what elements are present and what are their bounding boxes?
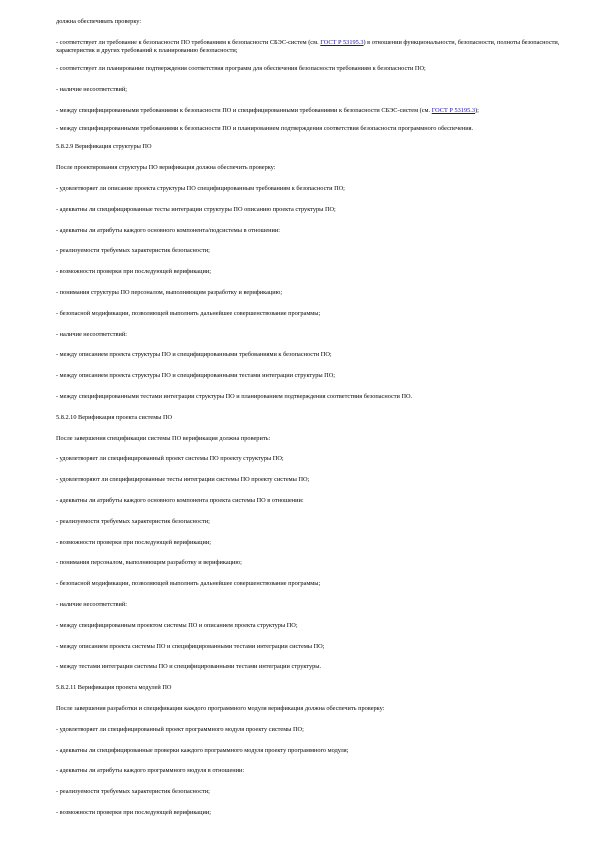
- list-item: - реализуемости требуемых характеристик безопасности;: [56, 517, 210, 525]
- list-item: - удовлетворяет ли специфицированный проект программного модуля проекту системы ПО;: [56, 725, 304, 733]
- list-item: - адекватны ли специфицированные тесты интеграции структуры ПО описанию проекта структуры ПО;: [56, 205, 336, 213]
- paragraph-text: ) в отношении функциональности, безопасности, полноты безопасности, характеристик и других требований к планированию безопасности;: [56, 38, 560, 55]
- paragraph: - соответствует ли планирование подтверждения соответствия программ для обеспечения безопасности требованиям к безопасности ПО;: [56, 65, 426, 73]
- list-item: - удовлетворяют ли специфицированные тесты интеграции системы ПО проекту системы ПО;: [56, 476, 310, 484]
- document-page: [56, 18, 578, 830]
- list-item: - возможности проверки при последующей верификации;: [56, 808, 211, 816]
- list-item: - между тестами интеграции системы ПО и специфицированными тестами интеграции структуры.: [56, 663, 322, 671]
- list-item: - возможности проверки при последующей верификации;: [56, 538, 211, 546]
- section-heading: 5.8.2.10 Верификация проекта системы ПО: [56, 413, 173, 421]
- list-item: - адекватны ли атрибуты каждого программного модуля в отношении:: [56, 767, 245, 775]
- gost-link[interactable]: ГОСТ Р 53195.3: [320, 38, 364, 46]
- paragraph: - между специфицированными требованиями к безопасности ПО и планированием подтверждения соответствия безопасности программного обеспечения.: [56, 125, 474, 133]
- section-heading: 5.8.2.9 Верификация структуры ПО: [56, 143, 152, 151]
- list-item: - адекватны ли специфицированные проверки каждого программного модуля проекту программного модуля;: [56, 746, 349, 754]
- paragraph: После проектирования структуры ПО верификация должна обеспечить проверку:: [56, 164, 276, 172]
- list-item: - между специфицированными тестами интеграции структуры ПО и планированием подтверждения соответствия безопасности ПО.: [56, 392, 413, 400]
- paragraph-text: - соответствует ли требование к безопасности ПО требованиям к безопасности СБЭС-систем (см.: [56, 38, 321, 46]
- list-item: - безопасной модификации, позволяющей выполнять дальнейшее совершенствование программы;: [56, 580, 321, 588]
- list-item: - наличие несоответствий:: [56, 330, 127, 338]
- paragraph-text: );: [474, 107, 479, 114]
- list-item: - возможности проверки при последующей верификации;: [56, 268, 211, 276]
- list-item: - реализуемости требуемых характеристик безопасности;: [56, 247, 210, 255]
- list-item: - адекватны ли атрибуты каждого основного компонента проекта системы ПО в отношении:: [56, 496, 304, 504]
- section-heading: 5.8.2.11 Верификация проекта модулей ПО: [56, 684, 172, 692]
- gost-link[interactable]: ГОСТ Р 53195.3: [431, 107, 475, 114]
- list-item: - между описанием проекта структуры ПО и специфицированными требованиями к безопасности ПО;: [56, 351, 332, 359]
- list-item: - понимания персоналом, выполняющим разработку и верификацию;: [56, 559, 242, 567]
- list-item: - понимания структуры ПО персоналом, выполняющим разработку и верификацию;: [56, 288, 283, 296]
- paragraph: должна обеспечивать проверку:: [56, 18, 142, 25]
- list-item: - между описанием проекта системы ПО и специфицированными тестами интеграции системы ПО;: [56, 642, 325, 650]
- list-item: - реализуемости требуемых характеристик безопасности;: [56, 788, 210, 796]
- paragraph: После завершения спецификации системы ПО верификация должна проверить:: [56, 434, 271, 442]
- list-item: - между описанием проекта структуры ПО и специфицированными тестами интеграции структуры ПО;: [56, 372, 336, 380]
- list-item: - удовлетворяет ли описание проекта структуры ПО специфицированным требованиям к безопасности ПО;: [56, 185, 345, 192]
- paragraph: После завершения разработки и спецификации каждого программного модуля верификация должна обеспечить проверку:: [56, 704, 385, 712]
- list-item: - между специфицированным проектом системы ПО и описанием проекта структуры ПО;: [56, 621, 298, 629]
- list-item: - адекватны ли атрибуты каждого основного компонента/подсистемы в отношении:: [56, 226, 280, 234]
- paragraph-text: - между специфицированными требованиями к безопасности ПО и специфицированными требованиями к безопасности СБЭС-систем (см.: [56, 107, 432, 114]
- list-item: - безопасной модификации, позволяющей выполнять дальнейшее совершенствование программы;: [56, 309, 321, 317]
- list-item: - наличие несоответствий:: [56, 600, 127, 608]
- paragraph: [56, 39, 578, 56]
- paragraph: [56, 107, 578, 115]
- list-item: - удовлетворяет ли специфицированный проект системы ПО проекту структуры ПО;: [56, 455, 284, 463]
- paragraph: - наличие несоответствий;: [56, 86, 127, 94]
